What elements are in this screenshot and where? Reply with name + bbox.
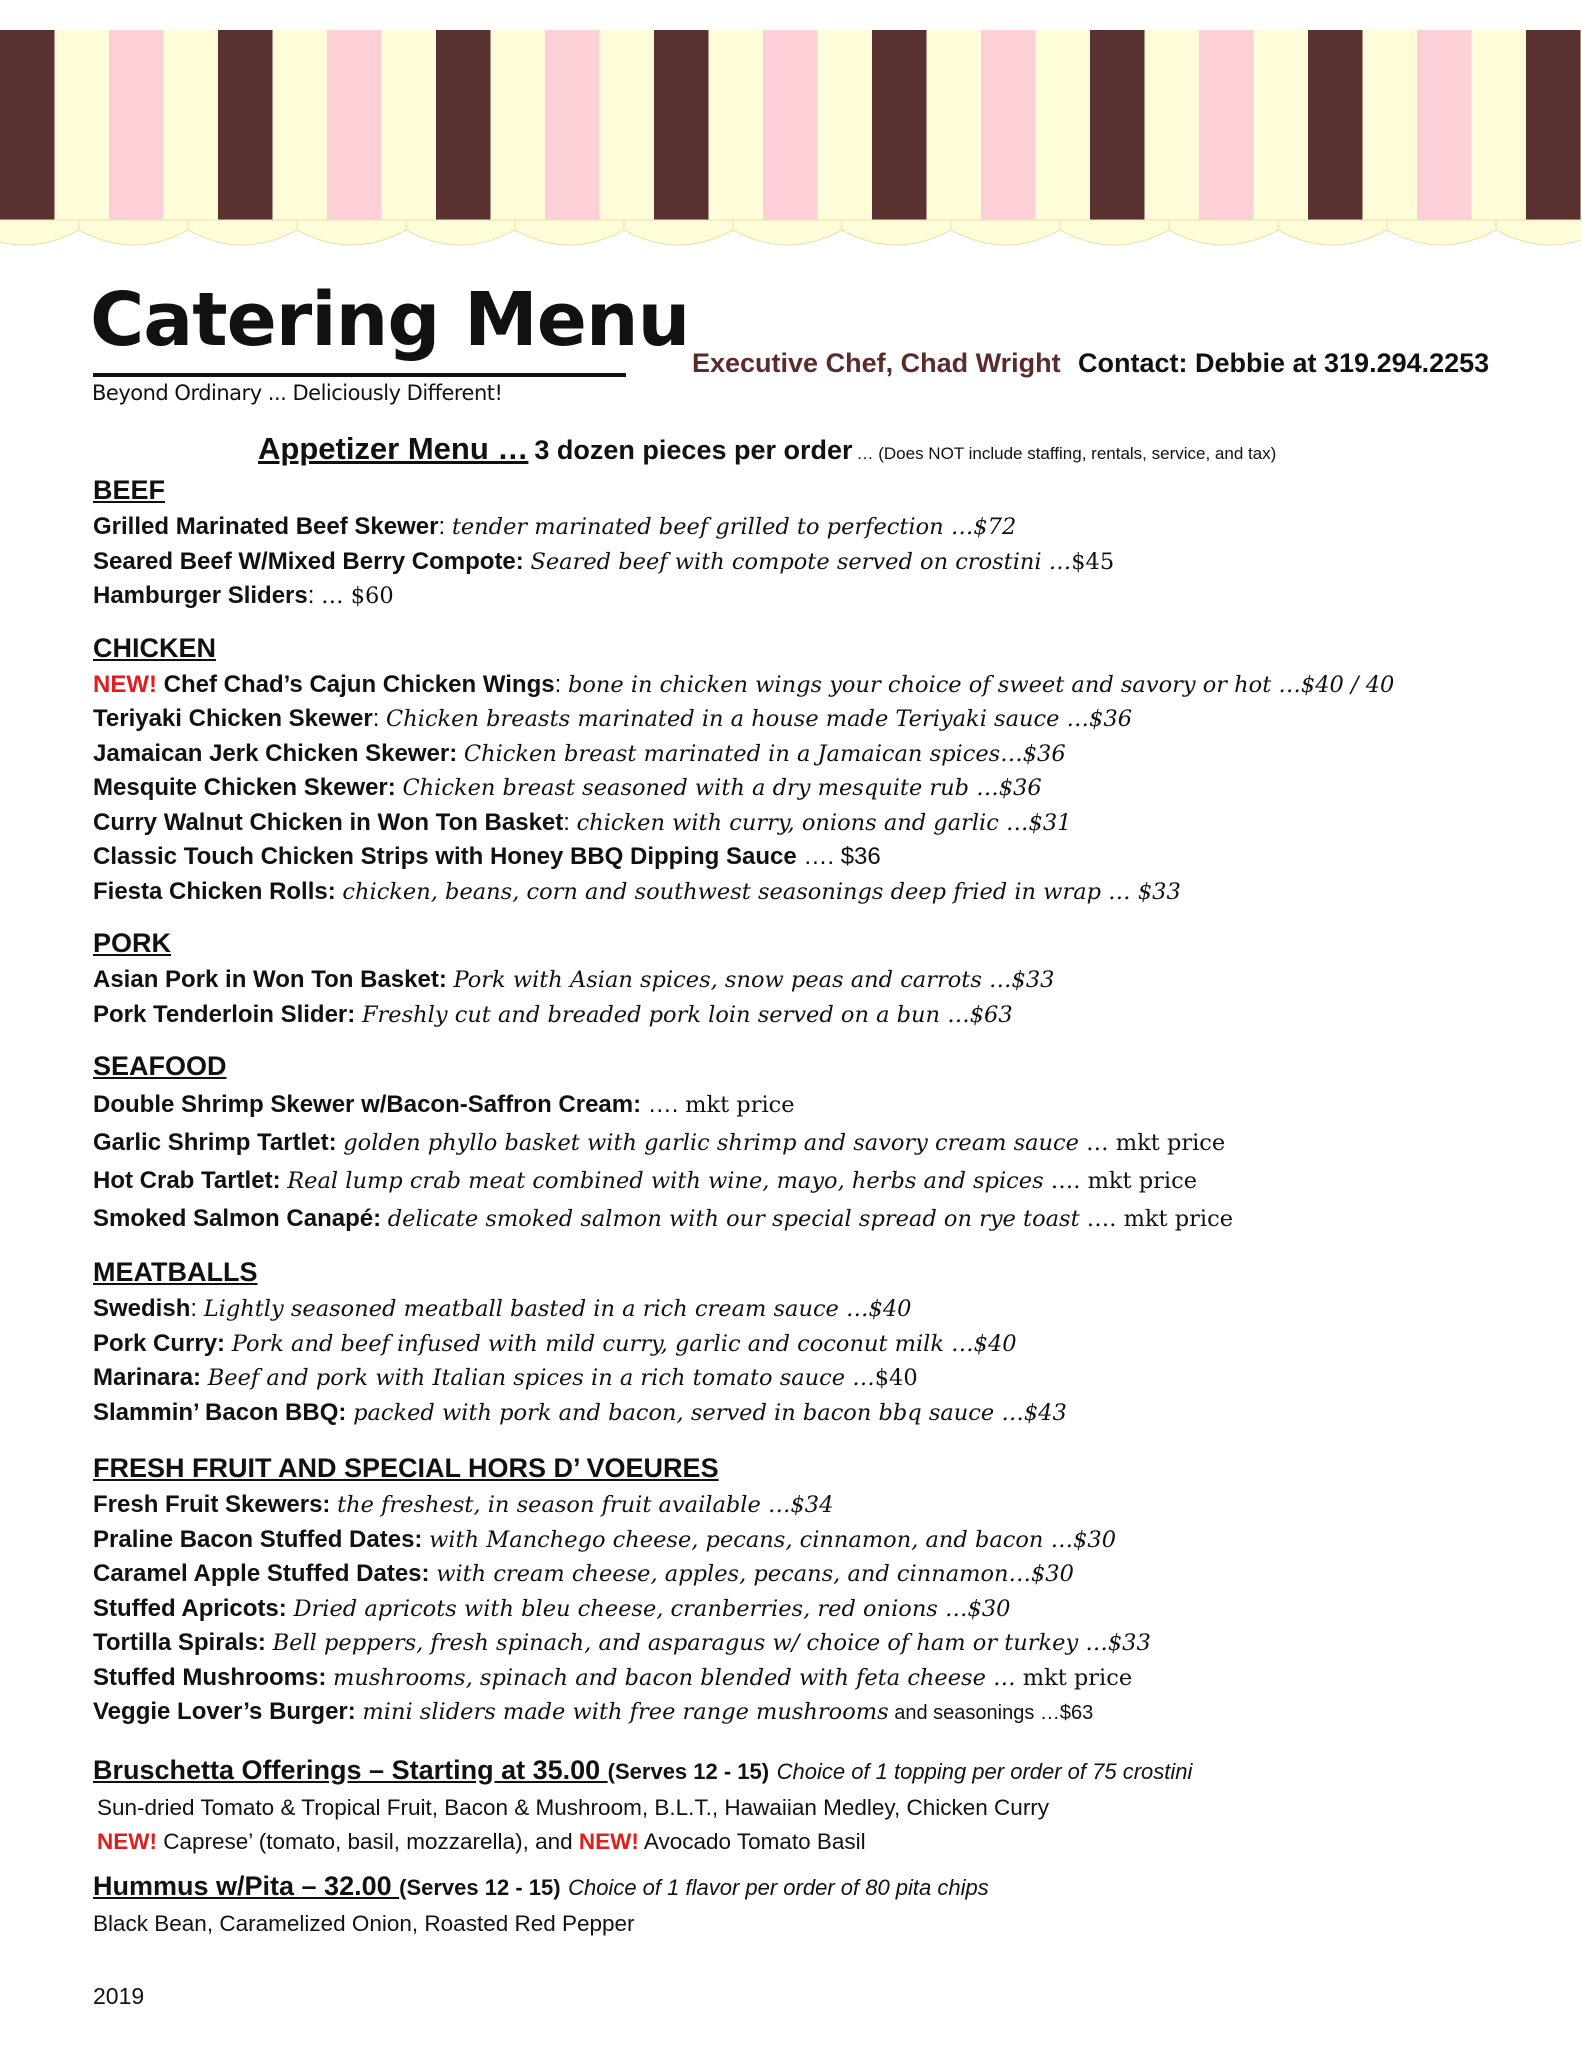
awning-scallop <box>406 220 515 245</box>
section-heading: SEAFOOD <box>93 1051 227 1081</box>
item-name: Hamburger Sliders <box>93 582 308 609</box>
item-desc: with cream cheese, apples, pecans, and cinnamon…$30 <box>436 1561 1074 1587</box>
section-heading: CHICKEN <box>93 632 217 663</box>
awning-stripe <box>1090 30 1145 230</box>
awning-stripe <box>1254 30 1309 230</box>
menu-item <box>93 510 1553 545</box>
item-name: Stuffed Apricots: <box>93 1594 287 1622</box>
page-title: Catering Menu <box>90 277 690 363</box>
item-name: Curry Walnut Chicken in Won Ton Basket <box>93 808 564 836</box>
menu-item <box>93 702 1553 737</box>
new-badge: NEW! <box>578 1828 639 1854</box>
bruschetta-offer <box>93 1751 1553 1859</box>
item-sep: …. <box>796 843 841 870</box>
executive-chef: Executive Chef, Chad Wright <box>692 348 1061 378</box>
awning-stripe <box>164 30 219 230</box>
awning-stripe <box>872 30 927 230</box>
item-desc: delicate smoked salmon with our special spread on rye toast <box>387 1206 1080 1232</box>
appetizer-subtitle: 3 dozen pieces per order <box>534 435 853 465</box>
item-desc: golden phyllo basket with garlic shrimp and savory cream sauce <box>343 1130 1079 1156</box>
item-name: Seared Beef W/Mixed Berry Compote: <box>93 547 524 575</box>
item-name: Chef Chad’s Cajun Chicken Wings <box>163 670 555 698</box>
menu-item <box>93 963 1553 998</box>
item-price: mkt price <box>1015 1664 1133 1691</box>
item-name: Pork Tenderloin Slider: <box>93 1000 356 1028</box>
awning-scallop <box>515 220 624 245</box>
item-desc: Pork and beef infused with mild curry, garlic and coconut milk …$40 <box>231 1330 1017 1357</box>
item-desc: tender marinated beef grilled to perfection …$72 <box>451 514 1017 540</box>
awning-stripe <box>709 30 764 230</box>
awning-stripe <box>491 30 546 230</box>
item-price: $36 <box>840 843 881 870</box>
awning-stripe <box>545 30 600 230</box>
item-name: Pork Curry: <box>93 1329 226 1357</box>
item-name: Fresh Fruit Skewers: <box>93 1491 331 1518</box>
title-underline <box>93 373 626 377</box>
awning-scallop <box>188 220 297 245</box>
item-name: Caramel Apple Stuffed Dates: <box>93 1560 430 1587</box>
offer-serves: (Serves 12 - 15) <box>399 1874 561 1900</box>
menu-item <box>93 875 1553 910</box>
awning-stripe <box>1145 30 1200 230</box>
hummus-flavors: Black Bean, Caramelized Onion, Roasted Red Pepper <box>93 1910 635 1936</box>
awning-stripe <box>327 30 382 230</box>
section-seafood <box>93 1050 1553 1238</box>
menu-item <box>93 1695 1553 1731</box>
awning-scallop <box>842 220 951 245</box>
awning-scallop <box>79 220 188 245</box>
awning-stripe <box>0 30 55 230</box>
item-desc: Pork with Asian spices, snow peas and carrots …$33 <box>453 967 1055 993</box>
appetizer-heading <box>258 431 1276 467</box>
item-desc: the freshest, in season fruit available …$34 <box>337 1492 834 1518</box>
item-desc: mini sliders made with free range mushrooms <box>362 1699 889 1725</box>
awning-stripe <box>382 30 437 230</box>
awning-stripe <box>763 30 818 230</box>
awning-stripe <box>1363 30 1418 230</box>
item-name: Praline Bacon Stuffed Dates: <box>93 1525 423 1553</box>
awning-stripes <box>0 30 1582 258</box>
item-sep <box>326 1664 333 1691</box>
offer-choice: Choice of 1 flavor per order of 80 pita chips <box>568 1874 989 1900</box>
awning-stripe <box>273 30 328 230</box>
awning-scallop <box>1496 220 1582 245</box>
menu-item <box>93 1162 1553 1200</box>
menu-item <box>93 1086 1553 1124</box>
offer-choice: Choice of 1 topping per order of 75 crostini <box>776 1758 1193 1784</box>
menu-item <box>93 806 1553 841</box>
menu-item <box>93 1626 1553 1661</box>
awning-stripe <box>436 30 491 230</box>
awning-scallop <box>1387 220 1496 245</box>
item-name: Mesquite Chicken Skewer: <box>93 774 396 801</box>
item-name: Fiesta Chicken Rolls: <box>93 877 336 905</box>
item-sep: : <box>438 513 452 540</box>
appetizer-title: Appetizer Menu … <box>258 431 529 466</box>
item-price: …. mkt price <box>1043 1168 1198 1194</box>
awning-stripe <box>981 30 1036 230</box>
awning-stripe <box>1308 30 1363 230</box>
item-desc: chicken, beans, corn and southwest seasonings deep fried in wrap … $33 <box>342 878 1181 905</box>
item-name: Tortilla Spirals: <box>93 1629 266 1656</box>
awning-stripe <box>109 30 164 230</box>
item-price: mkt price <box>685 1092 795 1118</box>
item-name: Slammin’ Bacon BBQ: <box>93 1398 347 1426</box>
menu-item <box>93 1396 1553 1431</box>
item-desc: Beef and pork with Italian spices in a rich tomato sauce … <box>207 1365 875 1391</box>
item-desc: mushrooms, spinach and bacon blended with feta cheese … <box>333 1664 1016 1691</box>
item-name: Hot Crab Tartlet: <box>93 1167 281 1194</box>
item-sep: …. <box>641 1091 686 1118</box>
new-badge: NEW! <box>93 670 157 698</box>
tagline: Beyond Ordinary ... Deliciously Different! <box>92 381 503 405</box>
item-desc: Bell peppers, fresh spinach, and asparagus w/ choice of ham or turkey …$33 <box>272 1630 1151 1656</box>
awning-stripe <box>818 30 873 230</box>
menu-item <box>93 1592 1553 1627</box>
awning-scallop <box>951 220 1060 245</box>
section-chicken <box>93 632 1553 910</box>
item-desc: Real lump crab meat combined with wine, mayo, herbs and spices <box>287 1168 1044 1194</box>
hummus-offer <box>93 1867 1553 1941</box>
section-heading: FRESH FRUIT AND SPECIAL HORS D’ VOEURES <box>93 1453 719 1483</box>
awning-stripe <box>1417 30 1472 230</box>
section-pork <box>93 927 1553 1032</box>
menu-item <box>93 1661 1553 1696</box>
offer-text: Caprese’ (tomato, basil, mozzarella), and <box>163 1828 579 1854</box>
bruschetta-toppings: Sun-dried Tomato & Tropical Fruit, Bacon & Mushroom, B.L.T., Hawaiian Medley, Chicken Curry <box>97 1794 1050 1820</box>
item-price: …. mkt price <box>1079 1206 1234 1232</box>
item-desc: Seared beef with compote served on crostini … <box>530 548 1072 575</box>
section-beef <box>93 474 1553 614</box>
menu-item <box>93 998 1553 1033</box>
menu-item <box>93 1523 1553 1558</box>
section-heading: PORK <box>93 928 172 958</box>
item-sep <box>225 1330 232 1357</box>
item-name: Double Shrimp Skewer w/Bacon-Saffron Cream: <box>93 1091 642 1118</box>
item-desc: Chicken breast marinated in a Jamaican spices…$36 <box>463 740 1066 767</box>
item-desc: with Manchego cheese, pecans, cinnamon, and bacon …$30 <box>429 1526 1117 1553</box>
awning-scallop <box>733 220 842 245</box>
awning-scallop <box>1169 220 1278 245</box>
item-desc: packed with pork and bacon, served in bacon bbq sauce …$43 <box>353 1399 1067 1426</box>
item-name: Stuffed Mushrooms: <box>93 1663 327 1691</box>
awning-scallop <box>1060 220 1169 245</box>
menu-item <box>93 545 1553 580</box>
item-sep <box>447 966 454 993</box>
menu-item <box>93 737 1553 772</box>
new-badge: NEW! <box>97 1828 157 1854</box>
awning-banner <box>0 30 1582 258</box>
menu-item <box>93 1361 1553 1396</box>
menu-item <box>93 668 1553 703</box>
item-price: $45 <box>1071 548 1115 575</box>
awning-stripe <box>927 30 982 230</box>
item-sep: : <box>307 582 322 609</box>
item-name: Classic Touch Chicken Strips with Honey BBQ Dipping Sauce <box>93 843 797 870</box>
awning-scallop <box>297 220 406 245</box>
item-name: Grilled Marinated Beef Skewer <box>93 513 439 540</box>
awning-stripe <box>1199 30 1254 230</box>
item-sep: : <box>190 1295 204 1322</box>
item-sep: : <box>563 808 577 836</box>
offer-title: Bruschetta Offerings – Starting at 35.00 <box>93 1754 608 1785</box>
contact-info: Contact: Debbie at 319.294.2253 <box>1078 348 1490 378</box>
item-sep <box>457 740 464 767</box>
item-name: Smoked Salmon Canapé: <box>93 1205 382 1232</box>
item-sep: : <box>372 705 387 732</box>
offer-title: Hummus w/Pita – 32.00 <box>93 1870 400 1901</box>
menu-item <box>93 579 1553 614</box>
section-heading: MEATBALLS <box>93 1257 258 1287</box>
section-fruit <box>93 1452 1553 1731</box>
section-heading: BEEF <box>93 475 166 505</box>
awning-scallop <box>0 220 79 245</box>
section-meatballs <box>93 1256 1553 1430</box>
bruschetta-new-toppings <box>93 1825 1553 1859</box>
awning-stripe <box>1472 30 1527 230</box>
item-name: Veggie Lover’s Burger: <box>93 1698 356 1725</box>
menu-body <box>93 474 1553 1941</box>
item-sep <box>381 1205 388 1232</box>
offer-text: Avocado Tomato Basil <box>643 1828 866 1854</box>
item-price: … $60 <box>321 583 394 609</box>
awning-stripe <box>654 30 709 230</box>
awning-scallop <box>1278 220 1387 245</box>
item-price: $40 <box>874 1365 918 1391</box>
awning-stripe <box>1036 30 1091 230</box>
awning-stripe <box>218 30 273 230</box>
menu-item <box>93 1557 1553 1592</box>
item-price: … mkt price <box>1078 1130 1226 1156</box>
appetizer-note: … (Does NOT include staffing, rentals, service, and tax) <box>856 444 1277 463</box>
menu-item <box>93 771 1553 806</box>
item-desc: bone in chicken wings your choice of sweet and savory or hot …$40 / 40 <box>567 671 1395 698</box>
item-name: Garlic Shrimp Tartlet: <box>93 1129 337 1156</box>
item-sep: : <box>554 670 568 698</box>
bruschetta-heading <box>93 1751 1553 1791</box>
awning-stripe <box>600 30 655 230</box>
menu-item <box>93 1488 1553 1523</box>
item-sep <box>355 1001 362 1028</box>
item-desc: Lightly seasoned meatball basted in a rich cream sauce …$40 <box>203 1296 912 1322</box>
awning-scallop <box>624 220 733 245</box>
menu-item <box>93 840 1553 875</box>
item-desc: Dried apricots with bleu cheese, cranberries, red onions …$30 <box>293 1595 1011 1622</box>
item-name: Marinara: <box>93 1364 202 1391</box>
menu-item <box>93 1292 1553 1327</box>
item-desc: chicken with curry, onions and garlic …$31 <box>576 809 1072 836</box>
item-sep <box>266 1629 273 1656</box>
menu-item <box>93 1327 1553 1362</box>
item-desc: Freshly cut and breaded pork loin served on a bun …$63 <box>361 1001 1013 1028</box>
awning-stripe <box>1526 30 1581 230</box>
item-sep <box>201 1364 208 1391</box>
menu-item <box>93 1200 1553 1238</box>
item-price: and seasonings …$63 <box>888 1702 1094 1724</box>
awning-stripe <box>55 30 110 230</box>
item-name: Jamaican Jerk Chicken Skewer: <box>93 739 458 767</box>
hummus-heading <box>93 1867 1553 1907</box>
item-name: Asian Pork in Won Ton Basket: <box>93 966 447 993</box>
menu-item <box>93 1124 1553 1162</box>
offer-serves: (Serves 12 - 15) <box>607 1758 770 1784</box>
item-name: Teriyaki Chicken Skewer <box>93 705 373 732</box>
item-desc: Chicken breast seasoned with a dry mesquite rub …$36 <box>402 775 1042 801</box>
item-desc: Chicken breasts marinated in a house made Teriyaki sauce …$36 <box>386 706 1133 732</box>
footer-year: 2019 <box>93 1983 145 2009</box>
item-name: Swedish <box>93 1295 191 1322</box>
